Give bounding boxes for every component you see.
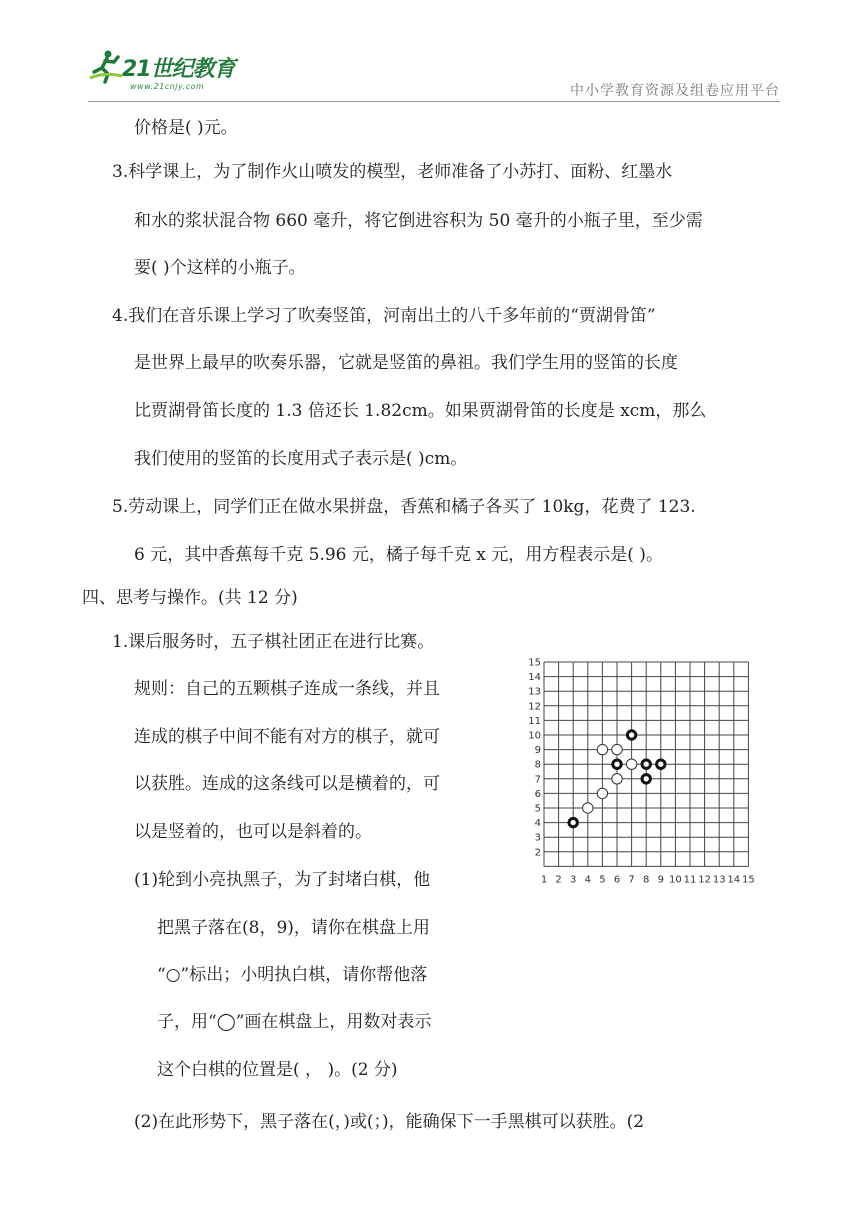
x-tick-label: 7 bbox=[628, 874, 635, 886]
page-header bbox=[0, 0, 860, 104]
y-tick-label: 8 bbox=[534, 759, 541, 771]
y-tick-label: 11 bbox=[528, 715, 541, 727]
text-line: 要( )个这样的小瓶子。 bbox=[134, 258, 306, 278]
text-line: 5.劳动课上，同学们正在做水果拼盘，香蕉和橘子各买了 10kg，花费了 123. bbox=[112, 497, 696, 517]
x-tick-label: 8 bbox=[643, 874, 650, 886]
text-line: (2)在此形势下，黑子落在(，)或(；)，能确保下一手黑棋可以获胜。(2 bbox=[134, 1112, 645, 1132]
y-tick-label: 2 bbox=[534, 847, 541, 859]
x-tick-label: 6 bbox=[613, 874, 621, 886]
x-tick-label: 2 bbox=[555, 874, 562, 886]
x-tick-label: 9 bbox=[657, 874, 664, 886]
x-tick-label: 11 bbox=[683, 874, 697, 886]
text-line: 4.我们在音乐课上学习了吹奏竖笛，河南出土的八千多年前的“贾湖骨笛” bbox=[112, 306, 656, 326]
text-line: 比贾湖骨笛长度的 1.3 倍还长 1.82cm。如果贾湖骨笛的长度是 xcm，那么 bbox=[134, 401, 707, 421]
text-line: 1.课后服务时，五子棋社团正在进行比赛。 bbox=[112, 632, 435, 652]
text-line: 是世界上最早的吹奏乐器，它就是竖笛的鼻祖。我们学生用的竖笛的长度 bbox=[134, 353, 678, 373]
text-line: 把黑子落在(8，9)，请你在棋盘上用 bbox=[157, 918, 430, 938]
white-stone bbox=[612, 744, 622, 754]
white-stone bbox=[597, 788, 607, 798]
white-stone bbox=[583, 803, 593, 813]
black-stone bbox=[627, 731, 635, 739]
text-line: 价格是( )元。 bbox=[134, 118, 238, 138]
black-stone bbox=[642, 760, 650, 768]
y-tick-label: 13 bbox=[528, 686, 541, 698]
y-tick-label: 3 bbox=[534, 832, 541, 844]
header-divider bbox=[88, 101, 780, 102]
y-tick-label: 15 bbox=[528, 657, 541, 669]
x-tick-label: 14 bbox=[727, 874, 741, 886]
logo-url: www.21cnjy.com bbox=[130, 82, 205, 91]
y-tick-label: 9 bbox=[534, 745, 541, 757]
text-line: “○”标出；小明执白棋，请你帮他落 bbox=[157, 965, 428, 985]
x-tick-label: 4 bbox=[584, 874, 591, 886]
y-tick-label: 14 bbox=[528, 672, 541, 684]
x-tick-label: 1 bbox=[540, 874, 548, 886]
runner-icon bbox=[88, 48, 124, 84]
section-heading: 四、思考与操作。(共 12 分) bbox=[82, 588, 298, 608]
text-line: 规则：自己的五颗棋子连成一条线，并且 bbox=[134, 679, 440, 699]
black-stone bbox=[657, 760, 665, 768]
gomoku-board bbox=[520, 650, 770, 895]
y-tick-label: 7 bbox=[534, 774, 541, 786]
x-tick-label: 5 bbox=[599, 874, 606, 886]
text-line: 以获胜。连成的这条线可以是横着的，可 bbox=[134, 774, 440, 794]
y-tick-label: 5 bbox=[534, 803, 541, 815]
x-tick-label: 10 bbox=[669, 874, 682, 886]
site-logo bbox=[88, 56, 268, 96]
logo-text: 21世纪教育 bbox=[122, 57, 235, 82]
text-line: 连成的棋子中间不能有对方的棋子，就可 bbox=[134, 727, 440, 747]
y-tick-label: 12 bbox=[528, 701, 541, 713]
y-tick-label: 10 bbox=[528, 730, 541, 742]
x-tick-label: 15 bbox=[742, 874, 755, 886]
text-line: 6 元，其中香蕉每千克 5.96 元，橘子每千克 x 元，用方程表示是( )。 bbox=[134, 545, 663, 565]
text-line: 这个白棋的位置是( ， )。(2 分) bbox=[157, 1060, 398, 1080]
x-tick-label: 12 bbox=[698, 874, 711, 886]
text-line: 3.科学课上，为了制作火山喷发的模型，老师准备了小苏打、面粉、红墨水 bbox=[112, 162, 673, 182]
black-stone bbox=[569, 818, 577, 826]
y-tick-label: 6 bbox=[534, 788, 541, 800]
text-line: 我们使用的竖笛的长度用式子表示是( )cm。 bbox=[134, 449, 468, 469]
platform-name: 中小学教育资源及组卷应用平台 bbox=[570, 83, 780, 99]
text-line: 和水的浆状混合物 660 毫升，将它倒进容积为 50 毫升的小瓶子里，至少需 bbox=[134, 211, 703, 231]
text-line: 子，用“◯”画在棋盘上，用数对表示 bbox=[157, 1012, 432, 1032]
text-line: 以是竖着的，也可以是斜着的。 bbox=[134, 822, 372, 842]
y-tick-label: 4 bbox=[534, 818, 541, 830]
white-stone bbox=[612, 774, 622, 784]
x-tick-label: 3 bbox=[570, 874, 577, 886]
white-stone bbox=[626, 759, 636, 769]
text-line: (1)轮到小亮执黑子，为了封堵白棋，他 bbox=[134, 870, 431, 890]
white-stone bbox=[597, 744, 607, 754]
x-tick-label: 13 bbox=[712, 874, 726, 886]
black-stone bbox=[642, 775, 650, 783]
black-stone bbox=[613, 760, 621, 768]
